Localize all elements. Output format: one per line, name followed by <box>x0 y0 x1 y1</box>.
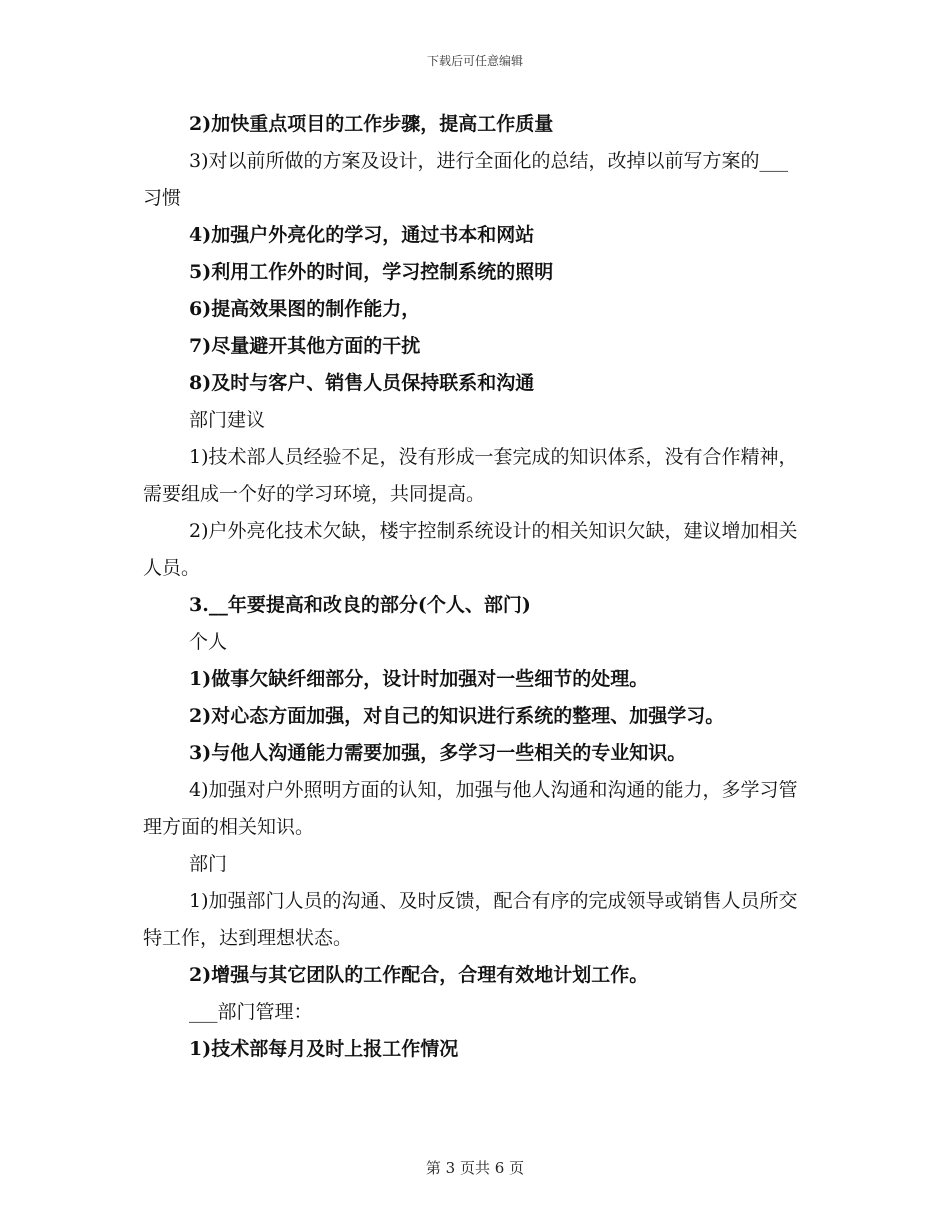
section-heading: 部门 <box>189 853 228 875</box>
section-heading: 3.__年要提高和改良的部分(个人、部门) <box>189 594 531 616</box>
document-body <box>143 106 803 1068</box>
page-header: 下载后可任意编辑 <box>426 54 523 68</box>
section-heading: 个人 <box>189 631 228 653</box>
paragraph: 3)对以前所做的方案及设计，进行全面化的总结，改掉以前写方案的___习惯 <box>143 150 789 209</box>
page-footer: 第 3 页共 6 页 <box>425 1159 525 1177</box>
paragraph: 3)与他人沟通能力需要加强，多学习一些相关的专业知识。 <box>189 742 687 764</box>
section-heading: ___部门管理： <box>189 1001 313 1023</box>
paragraph: 2)对心态方面加强，对自己的知识进行系统的整理、加强学习。 <box>189 705 725 727</box>
paragraph: 2)加快重点项目的工作步骤，提高工作质量 <box>189 113 554 135</box>
paragraph: 1)做事欠缺纤细部分，设计时加强对一些细节的处理。 <box>189 668 649 690</box>
paragraph: 5)利用工作外的时间，学习控制系统的照明 <box>189 261 554 283</box>
paragraph: 1)技术部每月及时上报工作情况 <box>189 1038 459 1060</box>
paragraph: 2)户外亮化技术欠缺，楼宇控制系统设计的相关知识欠缺，建议增加相关人员。 <box>143 520 798 579</box>
paragraph: 2)增强与其它团队的工作配合，合理有效地计划工作。 <box>189 964 649 986</box>
section-heading: 部门建议 <box>189 409 266 431</box>
paragraph: 4)加强户外亮化的学习，通过书本和网站 <box>189 224 535 246</box>
paragraph: 1)技术部人员经验不足，没有形成一套完成的知识体系，没有合作精神，需要组成一个好的学习环境，共同提高。 <box>143 446 798 505</box>
paragraph: 7)尽量避开其他方面的干扰 <box>189 335 421 357</box>
paragraph: 4)加强对户外照明方面的认知，加强与他人沟通和沟通的能力，多学习管理方面的相关知识。 <box>143 779 798 838</box>
paragraph: 1)加强部门人员的沟通、及时反馈，配合有序的完成领导或销售人员所交特工作，达到理想状态。 <box>143 890 798 949</box>
paragraph: 6)提高效果图的制作能力， <box>189 298 421 320</box>
paragraph: 8)及时与客户、销售人员保持联系和沟通 <box>189 372 535 394</box>
